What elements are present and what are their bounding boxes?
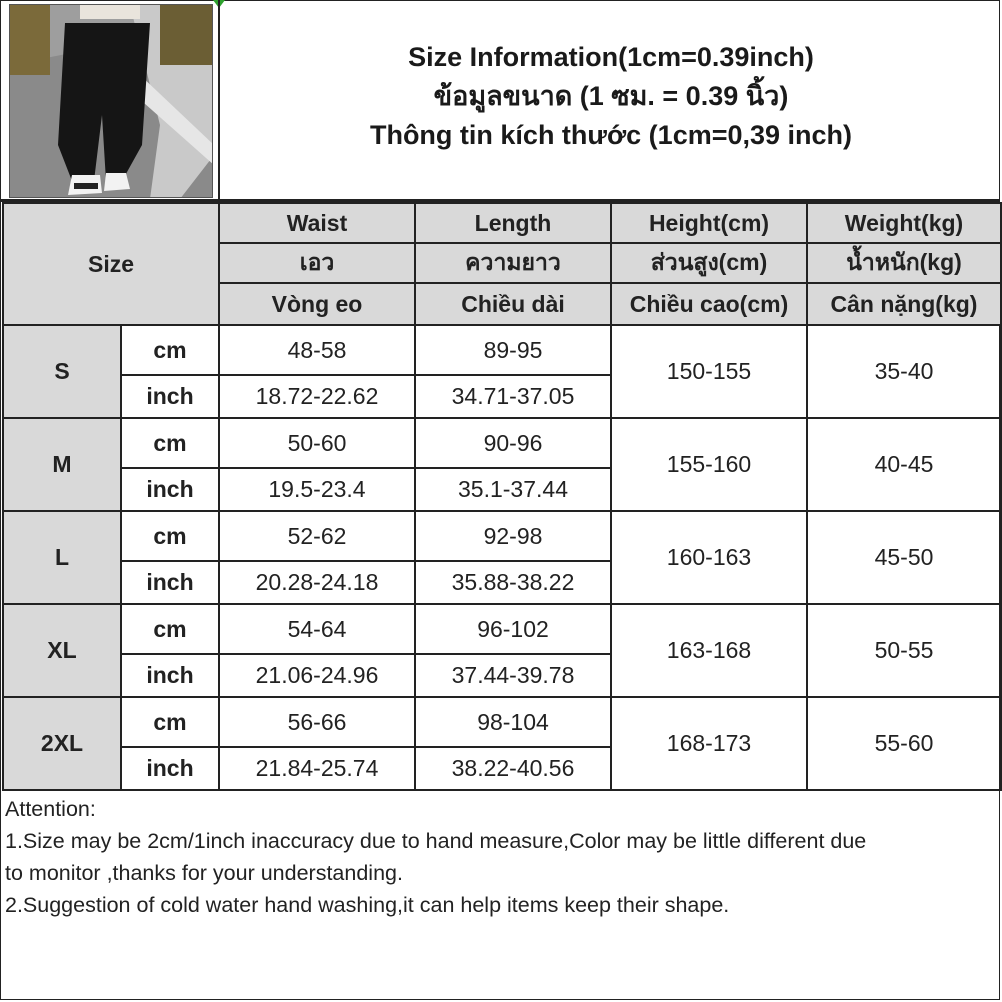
unit-cm: cm [121, 511, 219, 561]
attention-notes [5, 793, 995, 921]
waist-inch-m: 19.5-23.4 [219, 468, 415, 511]
unit-inch: inch [121, 468, 219, 511]
length-cm-2xl: 98-104 [415, 697, 611, 747]
unit-inch: inch [121, 747, 219, 790]
note-line-1a: 1.Size may be 2cm/1inch inaccuracy due to hand measure,Color may be little different due [5, 829, 867, 853]
size-label-2xl: 2XL [3, 697, 121, 790]
waist-inch-2xl: 21.84-25.74 [219, 747, 415, 790]
height-2xl: 168-173 [611, 697, 807, 790]
length-inch-xl: 37.44-39.78 [415, 654, 611, 697]
unit-inch: inch [121, 561, 219, 604]
size-label-m: M [3, 418, 121, 511]
length-inch-m: 35.1-37.44 [415, 468, 611, 511]
weight-xl: 50-55 [807, 604, 1001, 697]
unit-inch: inch [121, 654, 219, 697]
waist-inch-l: 20.28-24.18 [219, 561, 415, 604]
length-inch-2xl: 38.22-40.56 [415, 747, 611, 790]
header-waist-vi: Vòng eo [219, 283, 415, 325]
unit-inch: inch [121, 375, 219, 418]
header-waist-th: เอว [219, 243, 415, 283]
header-weight-vi: Cân nặng(kg) [807, 283, 1001, 325]
waist-inch-s: 18.72-22.62 [219, 375, 415, 418]
waist-cm-xl: 54-64 [219, 604, 415, 654]
waist-cm-2xl: 56-66 [219, 697, 415, 747]
notes-heading: Attention: [5, 797, 96, 821]
length-cm-s: 89-95 [415, 325, 611, 375]
size-label-xl: XL [3, 604, 121, 697]
size-table [2, 202, 1002, 791]
length-cm-l: 92-98 [415, 511, 611, 561]
header-height-vi: Chiều cao(cm) [611, 283, 807, 325]
header-waist-en: Waist [219, 203, 415, 243]
weight-s: 35-40 [807, 325, 1001, 418]
unit-cm: cm [121, 697, 219, 747]
note-line-2: 2.Suggestion of cold water hand washing,it can help items keep their shape. [5, 893, 730, 917]
title-thai: ข้อมูลขนาด (1 ซม. = 0.39 นิ้ว) [433, 81, 789, 111]
title-vietnamese: Thông tin kích thước (1cm=0,39 inch) [369, 120, 853, 150]
waist-cm-l: 52-62 [219, 511, 415, 561]
waist-inch-xl: 21.06-24.96 [219, 654, 415, 697]
weight-m: 40-45 [807, 418, 1001, 511]
unit-cm: cm [121, 418, 219, 468]
weight-l: 45-50 [807, 511, 1001, 604]
header-weight-en: Weight(kg) [807, 203, 1001, 243]
height-xl: 163-168 [611, 604, 807, 697]
header-height-th: ส่วนสูง(cm) [611, 243, 807, 283]
size-column-header: Size [3, 203, 219, 325]
height-s: 150-155 [611, 325, 807, 418]
header-length-vi: Chiều dài [415, 283, 611, 325]
note-line-1b: to monitor ,thanks for your understanding. [5, 861, 403, 885]
header-height-en: Height(cm) [611, 203, 807, 243]
product-photo [9, 4, 213, 198]
size-info-titles [220, 38, 1002, 155]
length-cm-m: 90-96 [415, 418, 611, 468]
title-english: Size Information(1cm=0.39inch) [408, 42, 814, 72]
waist-cm-m: 50-60 [219, 418, 415, 468]
length-inch-l: 35.88-38.22 [415, 561, 611, 604]
size-label-s: S [3, 325, 121, 418]
height-l: 160-163 [611, 511, 807, 604]
waist-cm-s: 48-58 [219, 325, 415, 375]
header-length-th: ความยาว [415, 243, 611, 283]
length-cm-xl: 96-102 [415, 604, 611, 654]
header-length-en: Length [415, 203, 611, 243]
length-inch-s: 34.71-37.05 [415, 375, 611, 418]
size-label-l: L [3, 511, 121, 604]
weight-2xl: 55-60 [807, 697, 1001, 790]
height-m: 155-160 [611, 418, 807, 511]
unit-cm: cm [121, 604, 219, 654]
unit-cm: cm [121, 325, 219, 375]
header-weight-th: น้ำหนัก(kg) [807, 243, 1001, 283]
